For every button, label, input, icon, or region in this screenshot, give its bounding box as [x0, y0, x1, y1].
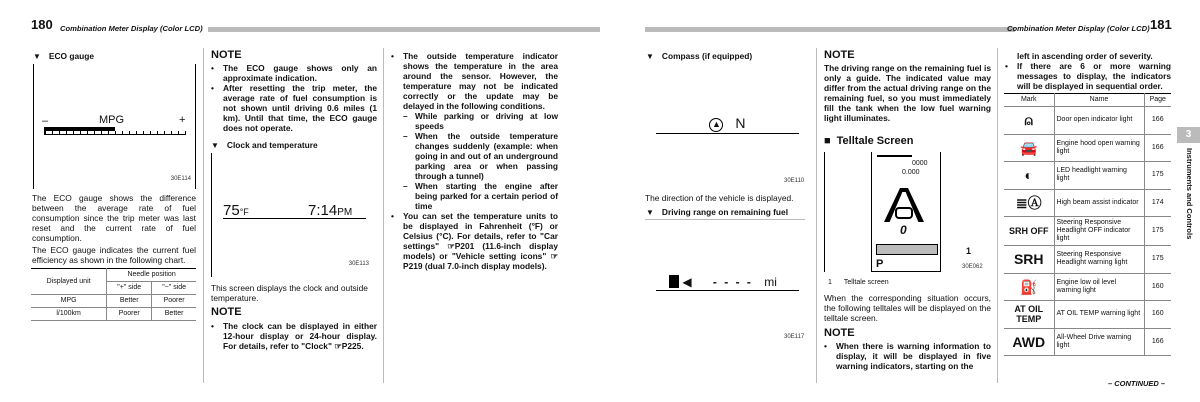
note-continued: left in ascending order of severity. — [1017, 51, 1153, 61]
telltale-page: 166 — [1144, 328, 1171, 356]
th-minus: "−" side — [152, 282, 196, 295]
telltale-name: Steering Responsive Headlight warning light — [1054, 246, 1144, 274]
fuel-pump-icon — [669, 275, 679, 288]
eco-heading: ▼ ECO gauge — [33, 51, 94, 62]
note-item: • After resetting the trip meter, the average rate of fuel consumption is not shown until driving 0.6 miles (1 km). Until that time, the ECO gauge does not operate. — [211, 83, 377, 133]
telltale-name: Engine low oil level warning light — [1054, 273, 1144, 301]
header-rule — [645, 27, 1015, 32]
figure-id: 30E113 — [348, 261, 369, 267]
chapter-tab: 3 — [1177, 127, 1200, 143]
gauge-bar — [877, 155, 912, 157]
gauge-plus: + — [179, 114, 186, 126]
column-divider — [383, 48, 384, 383]
range-unit: mi — [764, 275, 777, 289]
eco-para-2: The ECO gauge indicates the current fuel efficiency as shown in the following chart. — [32, 245, 196, 265]
note-title: NOTE — [824, 327, 855, 339]
speed: 0 — [900, 223, 907, 237]
range-heading: ▼ Driving range on remaining fuel — [646, 207, 788, 218]
telltale-name: Door open indicator light — [1054, 107, 1144, 135]
table-row — [31, 308, 196, 321]
telltale-name: All-Wheel Drive warning light — [1054, 328, 1144, 356]
telltale-para: When the corresponding situation occurs, the following telltales will be displayed on the telltale screen. — [824, 293, 991, 323]
th-unit: Displayed unit — [31, 269, 107, 295]
note-title: NOTE — [211, 306, 242, 318]
note-list — [1005, 61, 1171, 91]
note-item: • The ECO gauge shows only an approximate indication. — [211, 63, 377, 83]
time-value: 7:14 — [308, 202, 338, 219]
figure-id: 30E062 — [962, 264, 983, 270]
caption — [828, 278, 889, 288]
table-row — [1004, 273, 1171, 301]
gauge-minus: – — [42, 115, 49, 127]
th-mark: Mark — [1004, 94, 1054, 107]
cell: l/100km — [31, 308, 107, 321]
page-number: 180 — [31, 17, 53, 32]
temp-notes — [391, 51, 558, 271]
th-name: Name — [1054, 94, 1144, 107]
oil-can-icon: ⛽ — [1004, 273, 1054, 301]
compass-heading: ▼ Compass (if equipped) — [646, 51, 752, 62]
rule — [645, 219, 805, 220]
column-divider — [997, 48, 998, 383]
eco-figure — [33, 64, 196, 189]
cell: Better — [107, 295, 152, 308]
note-item — [391, 51, 558, 211]
compass-para: The direction of the vehicle is displayed. — [645, 193, 794, 203]
odo: 0000 — [912, 160, 928, 167]
table-row — [31, 295, 196, 308]
clock-display — [223, 203, 366, 219]
header-rule — [208, 27, 600, 32]
telltale-name: AT OIL TEMP warning light — [1054, 301, 1144, 329]
table-row — [1004, 301, 1171, 329]
mark-text: SRH — [1004, 246, 1054, 274]
chapter-label: Instruments and Controls — [1185, 148, 1194, 240]
figure-id: 30E117 — [784, 334, 805, 340]
eco-table — [31, 268, 196, 321]
telltale-page: 175 — [1144, 246, 1171, 274]
arrow-left-icon: ◀ — [682, 275, 692, 289]
dash-item: – While parking or driving at low speeds — [403, 111, 558, 131]
note-title: NOTE — [211, 49, 242, 61]
meter-screen — [871, 152, 941, 272]
clock-heading: ▼ Clock and temperature — [211, 140, 318, 151]
telltale-page: 160 — [1144, 301, 1171, 329]
column-divider — [816, 48, 817, 383]
note-list — [211, 63, 377, 133]
telltale-name: Engine hood open warning light — [1054, 134, 1144, 162]
running-title: Combination Meter Display (Color LCD) — [60, 24, 203, 33]
gear: P — [876, 258, 884, 270]
note-item: • When there is warning information to display, it will be displayed in five warning indicators, starting on the — [824, 341, 991, 371]
high-beam-assist-icon: ≣Ⓐ — [1004, 189, 1054, 217]
note-item: • You can set the temperature units to be displayed in Fahrenheit (°F) or Celsius (°C). For details, refer to "Car settings" ☞P201 (11.6-inch display models) or "Vehicle setting icons" ☞P219 (dual 7.0-inch display models). — [391, 211, 558, 271]
figure-id: 30E114 — [170, 176, 191, 182]
cell: MPG — [31, 295, 107, 308]
caption-text: Telltale screen — [843, 279, 889, 286]
column-divider — [203, 48, 204, 383]
eco-para-1: The ECO gauge shows the difference between the average rate of fuel consumption since the trip meter was last reset and the current rate of fuel consumption. — [32, 193, 196, 243]
th-plus: "+" side — [107, 282, 152, 295]
dash-item: – When starting the engine after being parked for a certain period of time — [403, 181, 558, 211]
hood-open-icon: 🚘 — [1004, 134, 1054, 162]
telltale-page: 175 — [1144, 162, 1171, 190]
table-row — [1004, 246, 1171, 274]
note-text: The outside temperature indicator shows the temperature in the area around the sensor. However, the temperature may not be indicated correctly or the update may be delayed in the following conditions. — [403, 51, 558, 111]
note-item: • If there are 6 or more warning messages to display, the indicators will be displayed in sequential order. — [1005, 61, 1171, 91]
note-item: • The clock can be displayed in either 12-hour display or 24-hour display. For details, refer to "Clock" ☞P225. — [211, 321, 377, 351]
table-row — [1004, 107, 1171, 135]
th-page: Page — [1144, 94, 1171, 107]
telltale-figure — [824, 152, 994, 272]
clock-figure — [211, 153, 381, 277]
clock-time — [308, 203, 352, 221]
time-ampm: PM — [337, 207, 353, 218]
compass-display — [656, 114, 799, 134]
car-icon — [895, 207, 913, 219]
telltale-page: 166 — [1144, 107, 1171, 135]
telltale-note-list — [824, 341, 991, 371]
telltale-name: High beam assist indicator — [1054, 189, 1144, 217]
note-text: The driving range on the remaining fuel is only a guide. The indicated value may differ from the actual driving range on the remaining fuel, so you must immediately fill the tank when the low fuel warning light illuminates. — [824, 63, 991, 123]
table-row — [1004, 134, 1171, 162]
callout-1: 1 — [966, 246, 972, 256]
temp-unit: °F — [239, 207, 249, 217]
temp-value: 75 — [223, 202, 240, 219]
continued-label: – CONTINUED – — [1108, 379, 1166, 388]
caption-num: 1 — [828, 279, 832, 286]
clock-note-list — [211, 321, 377, 351]
table-row — [1004, 217, 1171, 246]
running-title: Combination Meter Display (Color LCD) — [1007, 24, 1150, 33]
th-needle: Needle position — [107, 269, 196, 282]
telltale-screen-area — [876, 244, 938, 255]
compass-direction: N — [735, 115, 746, 131]
telltale-page: 160 — [1144, 273, 1171, 301]
clock-para: This screen displays the clock and outside temperature. — [211, 283, 368, 303]
note-title: NOTE — [824, 49, 855, 61]
figure-id: 30E110 — [784, 178, 805, 184]
gauge-scale — [44, 131, 186, 135]
range-value: - - - - — [712, 275, 753, 289]
led-headlight-icon: ◐ — [1004, 162, 1054, 190]
telltale-page: 174 — [1144, 189, 1171, 217]
table-row — [1004, 328, 1171, 356]
dash-item: – When the outside temperature changes suddenly (example: when going in and out of an underground parking area or when passing through a tunnel) — [403, 131, 558, 181]
telltale-name: LED headlight warning light — [1054, 162, 1144, 190]
mark-text: AT OIL TEMP — [1004, 301, 1054, 329]
telltale-page: 166 — [1144, 134, 1171, 162]
gauge-label: MPG — [99, 114, 125, 126]
door-open-icon: ⍝ — [1004, 107, 1054, 135]
telltale-table — [1004, 93, 1171, 356]
table-row — [1004, 189, 1171, 217]
range-display — [656, 274, 799, 291]
trip: 0.000 — [902, 169, 920, 176]
telltale-heading: ■ Telltale Screen — [824, 135, 914, 148]
cell: Poorer — [107, 308, 152, 321]
cell: Better — [152, 308, 196, 321]
telltale-name: Steering Responsive Headlight OFF indicator light — [1054, 217, 1144, 246]
page-number: 181 — [1150, 17, 1172, 32]
compass-icon: ▲ — [709, 118, 723, 132]
table-row — [1004, 162, 1171, 190]
cell: Poorer — [152, 295, 196, 308]
mark-text: AWD — [1004, 328, 1054, 356]
telltale-page: 175 — [1144, 217, 1171, 246]
mark-text: SRH OFF — [1004, 217, 1054, 246]
